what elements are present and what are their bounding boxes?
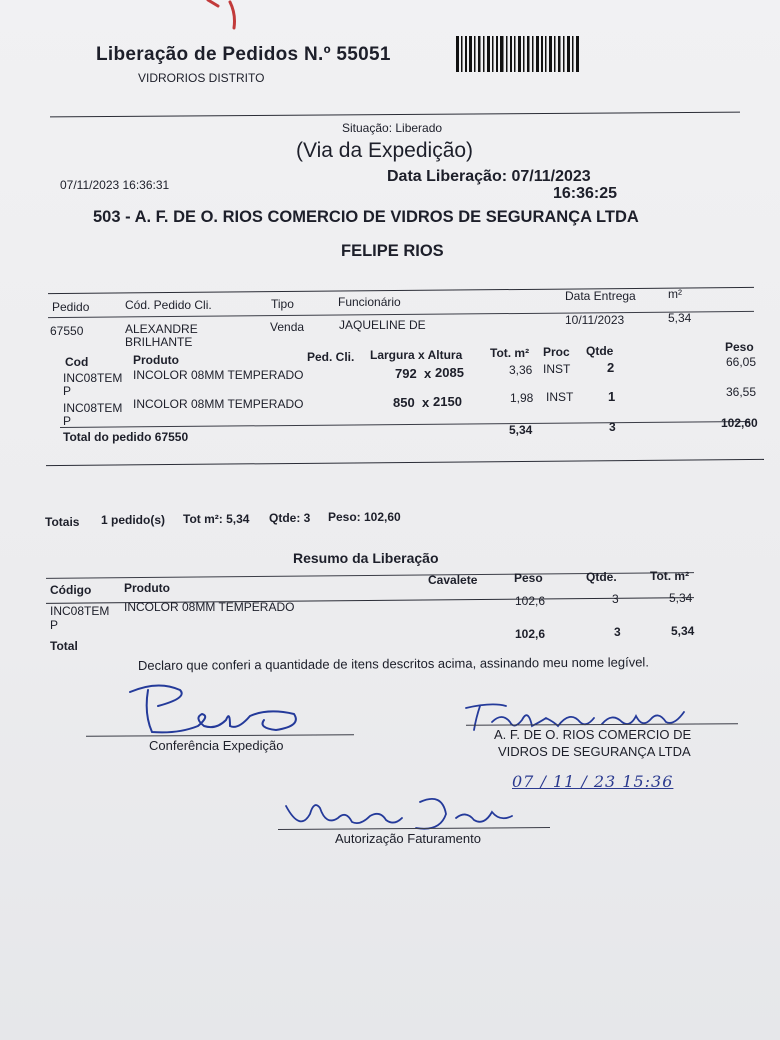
client-name: 503 - A. F. DE O. RIOS COMERCIO DE VIDROS DE SEGURANÇA LTDA (93, 208, 639, 226)
item-2-altura: 2150 (433, 394, 462, 409)
totais-m2: Tot m²: 5,34 (183, 512, 250, 526)
order-total-qtde: 3 (609, 420, 616, 434)
barcode (456, 36, 580, 72)
order-pedido: 67550 (50, 324, 84, 338)
resumo-row-produto: INCOLOR 08MM TEMPERADO (124, 600, 295, 614)
company-line-1: A. F. DE O. RIOS COMERCIO DE (494, 727, 692, 742)
order-top-rule (48, 287, 754, 294)
items-col-tot-m2: Tot. m² (490, 346, 530, 360)
order-total-label: Total do pedido 67550 (63, 430, 189, 444)
resumo-row-tot-m2: 5,34 (669, 591, 693, 605)
item-1-largura: 792 (395, 366, 417, 381)
item-1-peso: 66,05 (726, 355, 757, 369)
items-col-cod: Cod (65, 355, 89, 369)
totais-pedidos: 1 pedido(s) (101, 513, 166, 527)
items-col-ped-cli: Ped. Cli. (307, 350, 355, 364)
item-2-cod-2: P (63, 414, 72, 428)
client-contact: FELIPE RIOS (341, 242, 444, 260)
item-1-altura: 2085 (435, 365, 464, 380)
declaration-text: Declaro que conferi a quantidade de itens descritos acima, assinando meu nome legível. (137, 654, 649, 673)
item-2-x: x (422, 395, 430, 410)
resumo-col-cavalete: Cavalete (428, 573, 478, 587)
status-label: Situação: Liberado (342, 121, 443, 135)
item-1-cod-2: P (63, 384, 72, 398)
col-tipo-header: Tipo (271, 297, 294, 311)
items-col-proc: Proc (543, 345, 570, 359)
item-2-tot-m2: 1,98 (510, 391, 534, 405)
item-1-x: x (424, 366, 432, 381)
totais-qtde: Qtde: 3 (269, 511, 311, 525)
resumo-title: Resumo da Liberação (293, 550, 439, 566)
col-pedido-header: Pedido (52, 300, 90, 314)
print-datetime: 07/11/2023 16:36:31 (60, 178, 170, 192)
red-pen-mark (200, 0, 260, 30)
order-total-m2: 5,34 (509, 423, 533, 437)
item-2-produto: INCOLOR 08MM TEMPERADO (133, 397, 304, 411)
company-name: VIDRORIOS DISTRITO (138, 71, 265, 85)
resumo-total-peso: 102,6 (515, 627, 546, 641)
resumo-row-codigo-2: P (50, 618, 59, 632)
item-2-proc: INST (546, 390, 574, 404)
conferencia-signature (118, 680, 308, 740)
resumo-col-produto: Produto (124, 581, 170, 595)
item-2-cod-1: INC08TEM (63, 401, 123, 415)
autorizacao-label: Autorização Faturamento (335, 831, 481, 846)
resumo-col-qtde: Qtde. (586, 570, 617, 584)
order-bottom-rule (46, 459, 764, 466)
items-col-largura-altura: Largura x Altura (370, 348, 463, 362)
handwritten-date: 07 / 11 / 23 15:36 (512, 772, 674, 791)
resumo-row-peso: 102,6 (515, 594, 546, 608)
conferencia-label: Conferência Expedição (149, 738, 284, 753)
resumo-col-codigo: Código (50, 583, 92, 597)
col-m2-header: m² (668, 287, 682, 301)
col-funcionario-header: Funcionário (338, 295, 401, 309)
item-1-tot-m2: 3,36 (509, 363, 533, 377)
company-line-2: VIDROS DE SEGURANÇA LTDA (498, 744, 691, 759)
via-title: (Via da Expedição) (296, 139, 474, 162)
item-1-proc: INST (543, 362, 571, 376)
resumo-row-codigo-1: INC08TEM (50, 604, 110, 618)
items-col-qtde: Qtde (586, 344, 614, 358)
resumo-col-peso: Peso (514, 571, 543, 585)
order-data-entrega: 10/11/2023 (565, 313, 625, 327)
order-total-rule (60, 421, 750, 428)
resumo-total-label: Total (50, 639, 78, 653)
resumo-total-qtde: 3 (614, 625, 621, 639)
col-data-entrega-header: Data Entrega (565, 289, 636, 303)
items-col-produto: Produto (133, 353, 179, 367)
item-1-qtde: 2 (607, 360, 615, 375)
order-cod-cli-2: BRILHANTE (125, 335, 193, 349)
release-time: 16:36:25 (553, 185, 618, 202)
order-total-peso: 102,60 (721, 416, 758, 430)
item-2-largura: 850 (393, 395, 415, 410)
order-tipo: Venda (270, 320, 305, 334)
item-2-peso: 36,55 (726, 385, 757, 399)
col-cod-pedido-cli-header: Cód. Pedido Cli. (125, 298, 212, 312)
resumo-row-qtde: 3 (612, 592, 619, 606)
order-funcionario: JAQUELINE DE (339, 318, 426, 332)
resumo-col-tot-m2: Tot. m² (650, 569, 690, 583)
order-cod-cli-1: ALEXANDRE (125, 322, 198, 336)
item-2-qtde: 1 (608, 389, 616, 404)
page-title: Liberação de Pedidos N.º 55051 (96, 44, 391, 65)
totais-peso: Peso: 102,60 (328, 510, 401, 524)
release-date: Data Liberação: 07/11/2023 (387, 168, 591, 185)
resumo-total-tot-m2: 5,34 (671, 624, 695, 638)
header-divider (50, 112, 740, 118)
item-1-cod-1: INC08TEM (63, 371, 123, 385)
item-1-produto: INCOLOR 08MM TEMPERADO (133, 368, 304, 382)
items-col-peso: Peso (725, 340, 754, 354)
order-m2: 5,34 (668, 311, 692, 325)
totais-label: Totais (45, 515, 80, 529)
